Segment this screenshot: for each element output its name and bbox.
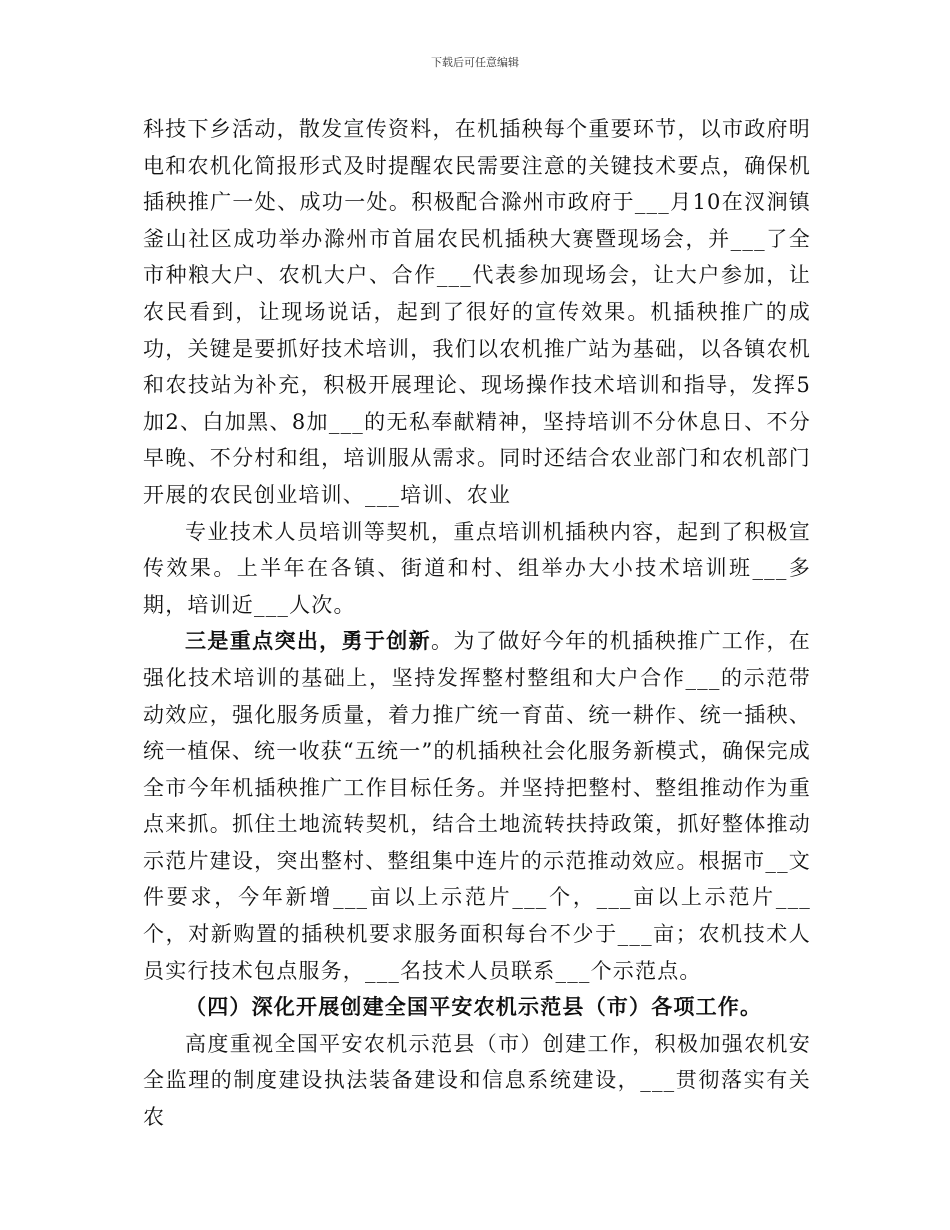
page-header: 下载后可任意编辑 [431, 56, 519, 69]
section-heading: （四）深化开展创建全国平安农机示范县（市）各项工作。 [185, 994, 763, 1020]
paragraph-safety: 高度重视全国平安农机示范县（市）创建工作，积极加强农机安全监理的制度建设执法装备建设和信息系统建设，___贯彻落实有关农 [143, 1031, 811, 1130]
paragraph-lead-bold: 三是重点突出，勇于创新 [185, 628, 431, 654]
paragraph-continuation: 科技下乡活动，散发宣传资料，在机插秧每个重要环节，以市政府明电和农机化简报形式及时提醒农民需要注意的关键技术要点，确保机插秧推广一处、成功一处。积极配合滁州市政府于___月10在汊涧镇釜山社区成功举办滁州市首届农民机插秧大赛暨现场会，并___了全市种粮大户、农机大户、合作___代表参加现场会，让大户参加，让农民看到，让现场说话，起到了很好的宣传效果。机插秧推广的成功，关键是要抓好技术培训，我们以农机推广站为基础，以各镇农机和农技站为补充，积极开展理论、现场操作技术培训和指导，发挥5加2、白加黑、8加___的无私奉献精神，坚持培训不分休息日、不分早晚、不分村和组，培训服从需求。同时还结合农业部门和农机部门开展的农民创业培训、___培训、农业 [143, 117, 811, 507]
document-body [143, 111, 811, 1136]
paragraph-innovation [143, 623, 811, 989]
paragraph-training: 专业技术人员培训等契机，重点培训机插秧内容，起到了积极宣传效果。上半年在各镇、街道和村、组举办大小技术培训班___多期，培训近___人次。 [143, 519, 811, 617]
paragraph-innovation-text: 。为了做好今年的机插秧推广工作，在强化技术培训的基础上，坚持发挥整村整组和大户合作___的示范带动效应，强化服务质量，着力推广统一育苗、统一耕作、统一插秧、统一植保、统一收获“五统一”的机插秧社会化服务新模式，确保完成全市今年机插秧推广工作目标任务。并坚持把整村、整组推动作为重点来抓。抓住土地流转契机，结合土地流转扶持政策，抓好整体推动示范片建设，突出整村、整组集中连片的示范推动效应。根据市__文件要求，今年新增___亩以上示范片___个，___亩以上示范片___个，对新购置的插秧机要求服务面积每台不少于___亩；农机技术人员实行技术包点服务，___名技术人员联系___个示范点。 [143, 629, 812, 983]
